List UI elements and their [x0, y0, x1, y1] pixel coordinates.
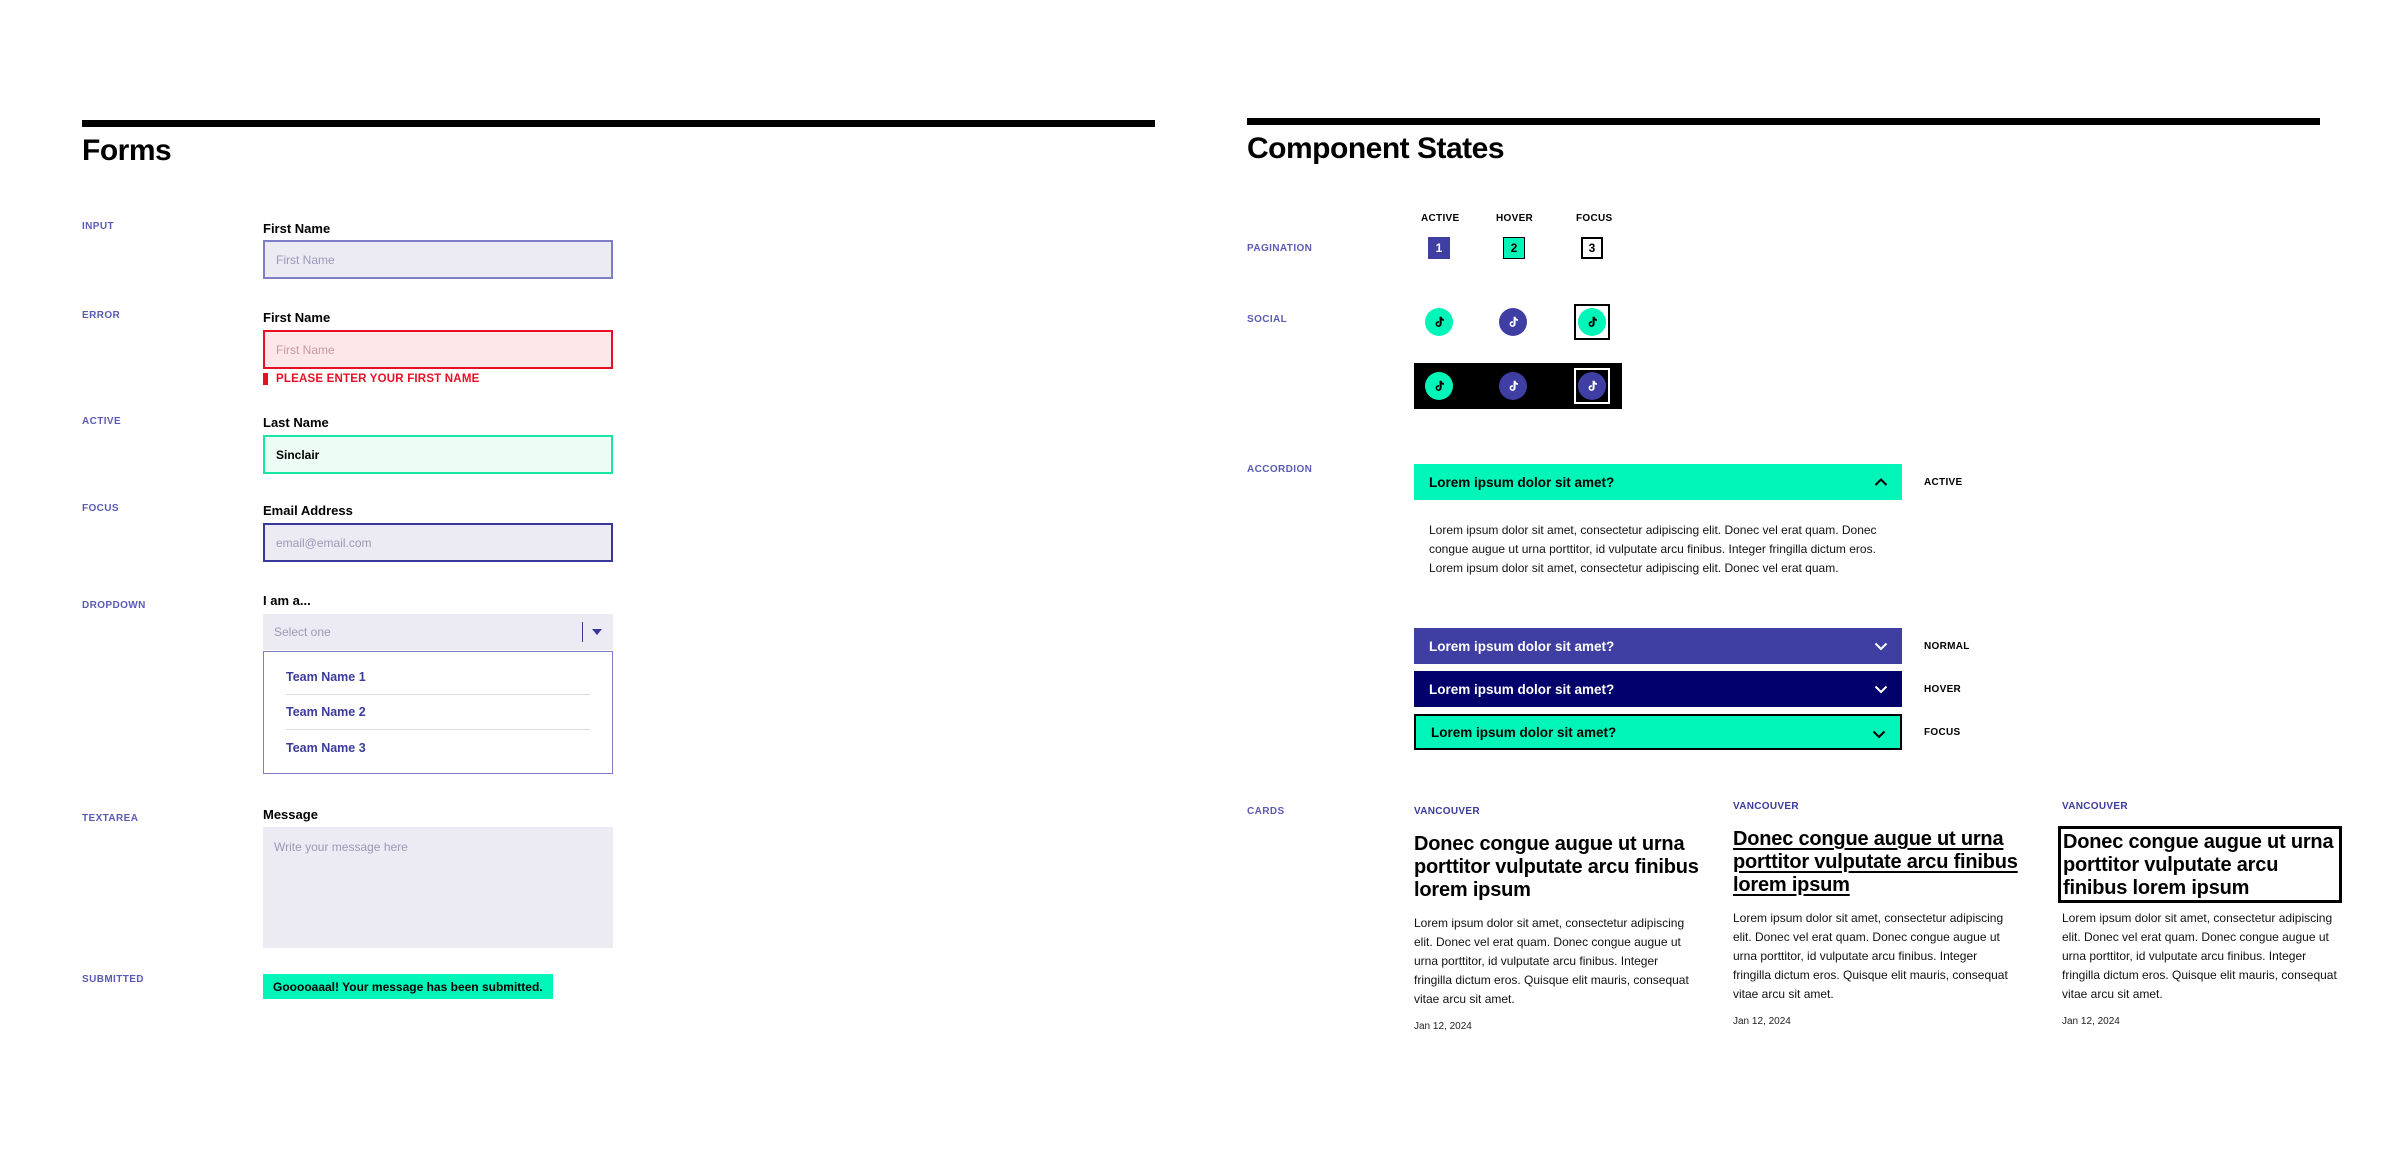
pagination-page-hover[interactable]: 2 [1503, 237, 1525, 259]
last-name-label: Last Name [263, 415, 329, 430]
tiktok-icon [1506, 379, 1520, 393]
row-label-dropdown: DROPDOWN [82, 600, 146, 611]
row-label-social: SOCIAL [1247, 314, 1288, 325]
accordion-state-active: ACTIVE [1924, 477, 1963, 488]
tiktok-icon-dark-hover[interactable] [1499, 372, 1527, 400]
accordion-state-hover: HOVER [1924, 684, 1962, 695]
error-message [263, 373, 479, 385]
error-message-text: PLEASE ENTER YOUR FIRST NAME [276, 373, 480, 385]
email-placeholder: email@email.com [276, 535, 372, 550]
accordion-active[interactable] [1414, 464, 1902, 500]
tiktok-icon-dark-active[interactable] [1425, 372, 1453, 400]
role-dropdown[interactable] [263, 614, 613, 650]
card-date: Jan 12, 2024 [2062, 1016, 2120, 1027]
states-title: Component States [1247, 132, 1505, 165]
dropdown-separator [582, 622, 583, 642]
first-name-error-input[interactable] [263, 330, 613, 369]
dropdown-option[interactable]: Team Name 1 [286, 660, 590, 695]
card-tag: VANCOUVER [1733, 801, 1799, 812]
first-name-error-label: First Name [263, 310, 331, 325]
accordion-state-normal: NORMAL [1924, 641, 1970, 652]
message-label: Message [263, 807, 318, 822]
message-placeholder: Write your message here [274, 840, 408, 854]
card-tag: VANCOUVER [1414, 806, 1480, 817]
pagination-page-active[interactable]: 1 [1428, 237, 1450, 259]
card-body: Lorem ipsum dolor sit amet, consectetur adipiscing elit. Donec vel erat quam. Donec congue augue ut urna porttitor, id vulputate arcu finibus. Integer fringilla dictum eros. Quisque elit mauris, consequat vitae arcu sit amet. [2062, 911, 2337, 1001]
accordion-hover[interactable] [1414, 671, 1902, 707]
card-body: Lorem ipsum dolor sit amet, consectetur adipiscing elit. Donec vel erat quam. Donec congue augue ut urna porttitor, id vulputate arcu finibus. Integer fringilla dictum eros. Quisque elit mauris, consequat vitae arcu sit amet. [1414, 916, 1689, 1006]
message-textarea[interactable] [263, 827, 613, 948]
states-divider [1247, 118, 2320, 125]
row-label-cards: CARDS [1247, 806, 1285, 817]
first-name-placeholder: First Name [276, 252, 335, 267]
accordion-state-focus: FOCUS [1924, 727, 1961, 738]
row-label-textarea: TEXTAREA [82, 813, 139, 824]
card-date: Jan 12, 2024 [1733, 1016, 1791, 1027]
tiktok-icon [1432, 315, 1446, 329]
dropdown-label: I am a... [263, 593, 311, 608]
card-title-focus[interactable]: Donec congue augue ut urna porttitor vulputate arcu finibus lorem ipsum [2058, 826, 2342, 903]
dropdown-options-list [263, 651, 613, 774]
header-active: ACTIVE [1421, 213, 1460, 224]
card-tag: VANCOUVER [2062, 801, 2128, 812]
row-label-focus: FOCUS [82, 503, 119, 514]
first-name-input[interactable] [263, 240, 613, 279]
accordion-normal[interactable] [1414, 628, 1902, 664]
email-input[interactable] [263, 523, 613, 562]
row-label-accordion: ACCORDION [1247, 464, 1313, 475]
header-hover: HOVER [1496, 213, 1534, 224]
first-name-error-placeholder: First Name [276, 342, 335, 357]
tiktok-icon-dark-focus-frame[interactable] [1574, 368, 1610, 404]
card-date: Jan 12, 2024 [1414, 1021, 1472, 1032]
dropdown-option[interactable]: Team Name 3 [286, 740, 366, 755]
last-name-input[interactable] [263, 435, 613, 474]
accordion-question: Lorem ipsum dolor sit amet? [1429, 681, 1615, 697]
dropdown-option[interactable]: Team Name 2 [286, 695, 590, 730]
accordion-question: Lorem ipsum dolor sit amet? [1431, 724, 1617, 740]
submitted-banner [263, 974, 553, 999]
tiktok-icon-focus [1578, 308, 1606, 336]
card-body: Lorem ipsum dolor sit amet, consectetur adipiscing elit. Donec vel erat quam. Donec congue augue ut urna porttitor, id vulputate arcu finibus. Integer fringilla dictum eros. Quisque elit mauris, consequat vitae arcu sit amet. [1733, 911, 2008, 1001]
chevron-down-icon [1872, 727, 1886, 741]
pagination-page-focus[interactable]: 3 [1581, 237, 1603, 259]
error-indicator-bar [263, 373, 268, 385]
card-title-hover[interactable]: Donec congue augue ut urna porttitor vulputate arcu finibus lorem ipsum [1733, 828, 2018, 896]
forms-divider [82, 120, 1155, 127]
accordion-focus[interactable] [1414, 714, 1902, 750]
tiktok-icon-hover[interactable] [1499, 308, 1527, 336]
email-label: Email Address [263, 503, 353, 518]
card-title[interactable]: Donec congue augue ut urna porttitor vulputate arcu finibus lorem ipsum [1414, 833, 1699, 901]
accordion-body: Lorem ipsum dolor sit amet, consectetur adipiscing elit. Donec vel erat quam. Donec congue augue ut urna porttitor, id vulputate arcu finibus. Integer fringilla dictum eros. Lorem ipsum dolor sit amet, consectetur adipiscing elit. Donec vel erat quam. [1429, 523, 1877, 575]
row-label-active: ACTIVE [82, 416, 122, 427]
submitted-message: Gooooaaal! Your message has been submitted. [273, 979, 543, 994]
accordion-question: Lorem ipsum dolor sit amet? [1429, 638, 1615, 654]
tiktok-icon-dark-focus [1578, 372, 1606, 400]
chevron-down-icon [1874, 682, 1888, 696]
row-label-error: ERROR [82, 310, 121, 321]
row-label-input: INPUT [82, 221, 114, 232]
chevron-up-icon [1874, 475, 1888, 489]
dropdown-placeholder: Select one [274, 625, 331, 639]
accordion-question: Lorem ipsum dolor sit amet? [1429, 474, 1615, 490]
tiktok-icon-active[interactable] [1425, 308, 1453, 336]
tiktok-icon [1585, 379, 1599, 393]
tiktok-icon-focus-frame[interactable] [1574, 304, 1610, 340]
row-label-submitted: SUBMITTED [82, 974, 144, 985]
header-focus: FOCUS [1576, 213, 1613, 224]
tiktok-icon [1585, 315, 1599, 329]
tiktok-icon [1432, 379, 1446, 393]
forms-title: Forms [82, 134, 172, 167]
first-name-label: First Name [263, 221, 331, 236]
tiktok-icon [1506, 315, 1520, 329]
last-name-value: Sinclair [276, 447, 320, 462]
row-label-pagination: PAGINATION [1247, 243, 1313, 254]
chevron-down-icon [1874, 639, 1888, 653]
caret-down-icon[interactable] [592, 629, 602, 635]
